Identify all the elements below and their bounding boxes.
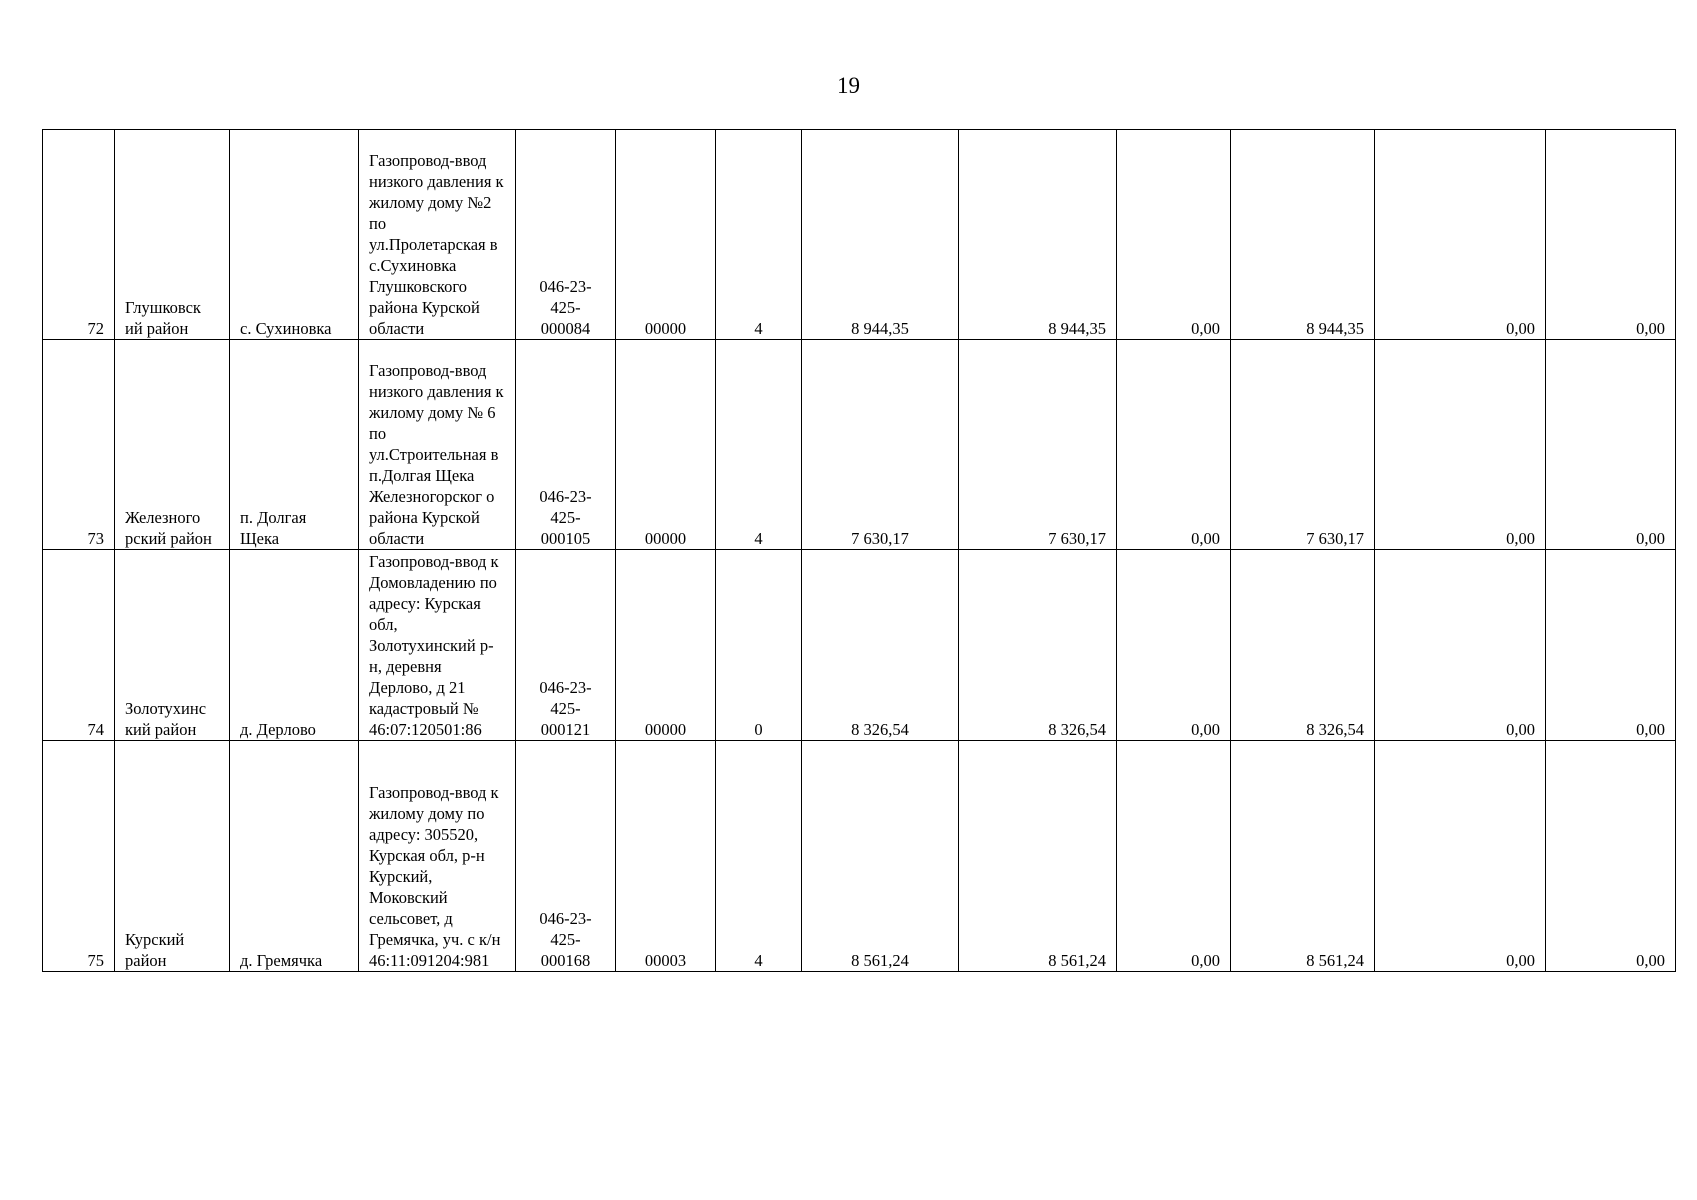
amount-cell-6: 0,00 bbox=[1546, 741, 1676, 972]
table-row bbox=[43, 550, 1676, 741]
district-cell: Глушковск ий район bbox=[115, 130, 230, 340]
amount-cell-4: 8 944,35 bbox=[1231, 130, 1375, 340]
amount-cell-2: 8 561,24 bbox=[959, 741, 1117, 972]
amount-cell-1: 8 326,54 bbox=[802, 550, 959, 741]
amount-cell-1: 8 944,35 bbox=[802, 130, 959, 340]
object-code-cell: 046-23-425-000105 bbox=[516, 340, 616, 550]
amount-cell-1: 7 630,17 bbox=[802, 340, 959, 550]
row-number: 75 bbox=[43, 741, 115, 972]
row-number: 74 bbox=[43, 550, 115, 741]
amount-cell-2: 8 326,54 bbox=[959, 550, 1117, 741]
amount-cell-3: 0,00 bbox=[1117, 741, 1231, 972]
locality-cell: д. Дерлово bbox=[230, 550, 359, 741]
amount-cell-3: 0,00 bbox=[1117, 550, 1231, 741]
count-cell: 4 bbox=[716, 340, 802, 550]
object-description-cell: Газопровод-ввод низкого давления к жилому дому № 6 по ул.Строительная в п.Долгая Щека Железногорског о района Курской области bbox=[359, 340, 516, 550]
count-cell: 4 bbox=[716, 130, 802, 340]
locality-cell: с. Сухиновка bbox=[230, 130, 359, 340]
district-cell: Золотухинс кий район bbox=[115, 550, 230, 741]
district-cell: Железного рский район bbox=[115, 340, 230, 550]
locality-cell: п. Долгая Щека bbox=[230, 340, 359, 550]
amount-cell-1: 8 561,24 bbox=[802, 741, 959, 972]
table-row bbox=[43, 741, 1676, 972]
amount-cell-5: 0,00 bbox=[1375, 130, 1546, 340]
count-cell: 4 bbox=[716, 741, 802, 972]
kind-code-cell: 00003 bbox=[616, 741, 716, 972]
object-code-cell: 046-23-425-000168 bbox=[516, 741, 616, 972]
amount-cell-3: 0,00 bbox=[1117, 130, 1231, 340]
locality-cell: д. Гремячка bbox=[230, 741, 359, 972]
kind-code-cell: 00000 bbox=[616, 340, 716, 550]
object-description-cell: Газопровод-ввод низкого давления к жилому дому №2 по ул.Пролетарская в с.Сухиновка Глушковского района Курской области bbox=[359, 130, 516, 340]
row-number: 72 bbox=[43, 130, 115, 340]
amount-cell-6: 0,00 bbox=[1546, 340, 1676, 550]
table-row bbox=[43, 340, 1676, 550]
amount-cell-5: 0,00 bbox=[1375, 340, 1546, 550]
amount-cell-4: 8 326,54 bbox=[1231, 550, 1375, 741]
amount-cell-6: 0,00 bbox=[1546, 550, 1676, 741]
kind-code-cell: 00000 bbox=[616, 550, 716, 741]
object-description-cell: Газопровод-ввод к жилому дому по адресу: 305520, Курская обл, р-н Курский, Моковский сельсовет, д Гремячка, уч. с к/н 46:11:091204:981 bbox=[359, 741, 516, 972]
amount-cell-5: 0,00 bbox=[1375, 741, 1546, 972]
amount-cell-2: 7 630,17 bbox=[959, 340, 1117, 550]
kind-code-cell: 00000 bbox=[616, 130, 716, 340]
object-code-cell: 046-23-425-000121 bbox=[516, 550, 616, 741]
amount-cell-3: 0,00 bbox=[1117, 340, 1231, 550]
amount-cell-2: 8 944,35 bbox=[959, 130, 1117, 340]
amount-cell-6: 0,00 bbox=[1546, 130, 1676, 340]
amount-cell-5: 0,00 bbox=[1375, 550, 1546, 741]
table-row bbox=[43, 130, 1676, 340]
object-description-cell: Газопровод-ввод к Домовладению по адресу: Курская обл, Золотухинский р-н, деревня Дерлово, д 21 кадастровый № 46:07:120501:86 bbox=[359, 550, 516, 741]
data-table bbox=[42, 129, 1676, 972]
district-cell: Курский район bbox=[115, 741, 230, 972]
page-number: 19 bbox=[837, 73, 860, 98]
count-cell: 0 bbox=[716, 550, 802, 741]
object-code-cell: 046-23-425-000084 bbox=[516, 130, 616, 340]
amount-cell-4: 8 561,24 bbox=[1231, 741, 1375, 972]
row-number: 73 bbox=[43, 340, 115, 550]
amount-cell-4: 7 630,17 bbox=[1231, 340, 1375, 550]
